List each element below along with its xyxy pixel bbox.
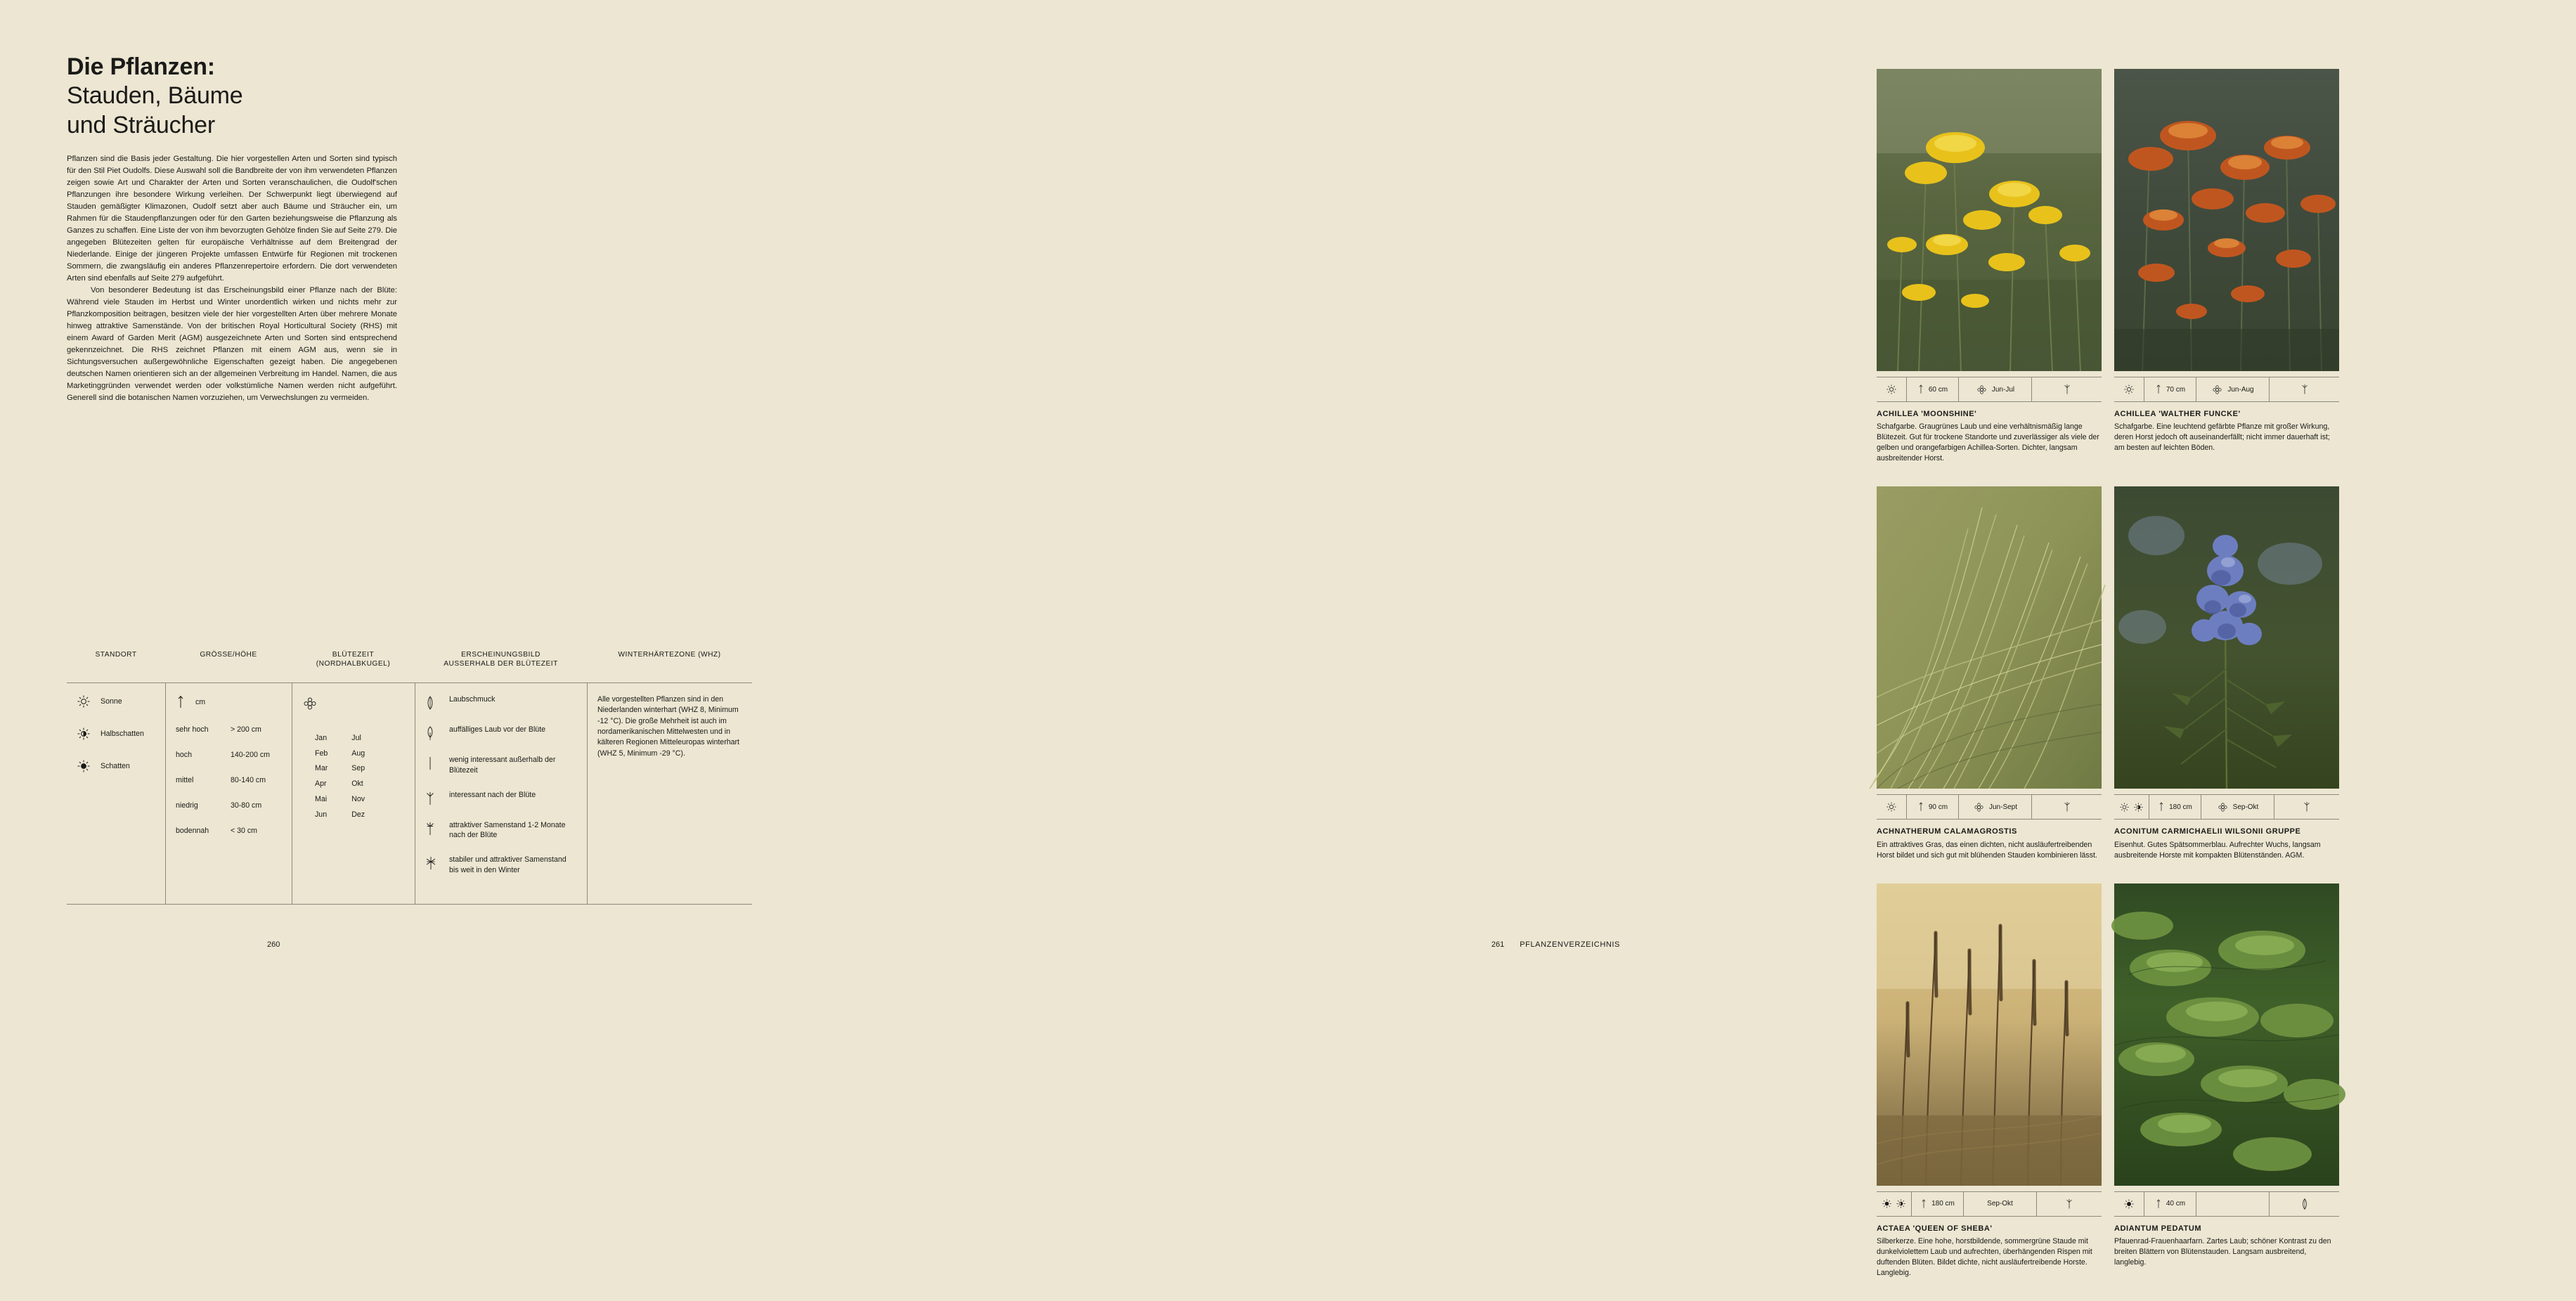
intro-paragraph-1: Pflanzen sind die Basis jeder Gestaltung. Die hier vorgestellen Arten und Sorten sind typisch für den Stil Piet Oudolfs. Diese Auswahl soll die Bandbreite der von ihm verwendeten Pflanzen zeigen sowie Art und Charakter der Arten und Sorten veranschaulichen, die Oudolf'schen Pflanzungen ihre besondere Wirkung verleihen. Der Schwerpunkt liegt überwiegend auf Stauden gemäßigter Klimazonen, Oudolf setzt aber auch Bäume und Sträucher ein, um Rahmen für die Staudenpflanzungen oder für den Garten beziehungsweise die Pflanzung als Ganzes zu schaffen. Eine Liste der von ihm bevorzugten Gehölze finden Sie auf Seite 279. Die angegeben Blütezeiten gelten für europäische Verhältnisse auf dem Breitengrad der Niederlande. Einige der jüngeren Projekte umfassen Entwürfe für Regionen mit trockenen Sommern, die zwangsläufig ein anderes Pflanzenrepertoire erfordern. Die dort verwendeten Arten sind ebenfalls auf Seite 279 aufgeführt. [67,155,397,283]
legend-month-jun: Jun [315,810,328,819]
seedhead-icon [2300,383,2309,396]
legend-label-sonne: Sonne [101,697,122,706]
plant-card [2114,69,2339,464]
sun-icon [2119,802,2130,813]
plant-description: Ein attraktives Gras, das einen dichten, nicht ausläufertreibenden Horst bildet und sich gut mit blühenden Stauden kombinieren lässt. [1877,840,2097,860]
legend-header-groesse: GRÖSSE/HÖHE [200,651,257,659]
legend-whz-text: Alle vorgestellten Pflanzen sind in den Niederlanden winterhart (WHZ 8, Minimum -12 °C). Die große Mehrheit ist auch im nordamerikanischen Mittelwesten und in kälteren Regionen Mitteleuropas winterhart (WHZ 5, Minimum -29 °C). [597,695,739,758]
legend-header-bluetezeit-line2: (NORDHALBKUGEL) [316,660,391,668]
attribute-light [1877,377,1906,401]
legend-size-unit-row [176,694,282,710]
legend-table [67,650,752,905]
legend-column-standort [67,683,165,904]
legend-column-bluetezeit [292,683,415,904]
sun-icon [1886,801,1897,813]
legend-appearance-label-5: stabiler und attraktiver Samenstand bis weit in den Winter [449,855,567,875]
height-arrow-icon [1917,801,1924,813]
attribute-height-value: 70 cm [2166,385,2186,394]
page-title-line-3: und Sträucher [67,111,215,138]
bloom-icon [302,696,405,711]
attribute-bloom [2201,795,2274,819]
bloom-icon [2217,801,2229,813]
height-arrow-icon [2158,801,2165,813]
legend-month-dez: Dez [351,810,365,819]
legend-size-label-1: hoch [176,751,192,759]
achillea-walther-funcke-photo [2114,69,2339,371]
folio-right [1491,940,1620,949]
legend-appearance-label-4: attraktiver Samenstand 1-2 Monate nach der Blüte [449,820,566,840]
legend-month-nov: Nov [351,794,365,803]
plant-attribute-bar [2114,794,2339,820]
legend-size-hoch [176,751,282,759]
plant-attribute-bar [2114,377,2339,402]
actaea-queen-of-sheba-photo [1877,883,2102,1186]
legend-size-sehr-hoch [176,725,282,734]
legend-size-value-1: 140-200 cm [231,751,270,759]
attribute-height [1906,377,1958,401]
seedhead-icon [2303,801,2311,813]
folio-right-label: PFLANZENVERZEICHNIS [1520,940,1620,949]
legend-month-apr: Apr [315,779,327,789]
attribute-after-bloom [2269,377,2339,401]
sun-icon [77,694,91,708]
intro-paragraph-2: Von besonderer Bedeutung ist das Erscheinungsbild einer Pflanze nach der Blüte: Während viele Stauden im Herbst und Winter unordentlich wirken und nichts mehr zur Pflanzkomposition beitragen, besitzen viele der hier vorgestellten Arten über mehrere Monate hinweg attraktive Samenstände. Von der britischen Royal Horticultural Society (RHS) mit einem Award of Garden Merit (AGM) ausgezeichnete Arten und Sorten sind entsprechend gekennzeichnet. Die RHS zeichnet Pflanzen mit einem AGM aus, wenn sie in Sichtungsversuchen außergewöhnliche Eigenschaften gezeigt haben. Die angegebenen deutschen Namen orientieren sich an der allgemeinen Verbreitung im Handel. Namen, die aus Marketinggründen verwendet werden oder volkstümliche Namen werden nicht aufgeführt. Generell sind die botanischen Namen vorzuziehen, um Verwechslungen zu vermeiden. [67,286,397,403]
legend-header-row [67,650,752,682]
legend-month-jul: Jul [351,734,361,742]
attribute-height [2144,377,2196,401]
plant-card [1877,486,2102,860]
legend-appearance-5 [425,855,577,876]
legend-appearance-4 [425,820,577,841]
attribute-after-bloom [2031,795,2102,819]
legend-appearance-1 [425,725,577,741]
legend-body [67,682,752,905]
legend-month-mai: Mai [315,794,328,803]
height-arrow-icon [1917,383,1924,396]
plant-card [2114,883,2339,1279]
height-arrow-icon [176,694,186,710]
plant-name: ACHILLEA 'WALTHER FUNCKE' [2114,410,2241,418]
attribute-height [1906,795,1958,819]
plant-name: ACONITUM CARMICHAELII WILSONII GRUPPE [2114,827,2301,836]
plant-card-grid [1877,69,2576,1301]
legend-size-label-0: sehr hoch [176,725,209,734]
legend-item-sonne [77,694,155,708]
half-shade-icon [2133,802,2144,813]
plant-attribute-bar [1877,377,2102,402]
bloom-icon [1973,801,1985,813]
attribute-bloom [2196,1192,2269,1216]
attribute-bloom-value: Jun-Sept [1988,803,2018,811]
plant-attribute-bar [1877,1191,2102,1217]
page-title-line-2: Stauden, Bäume [67,82,243,110]
plant-description: Pfauenrad-Frauenhaarfarn. Zartes Laub; schöner Kontrast zu den breiten Blättern von Blütenstauden. Langsam ausbreitend, langlebig. [2114,1237,2331,1267]
attribute-height [1911,1192,1963,1216]
legend-column-whz [587,683,752,904]
legend-appearance-label-1: auffälliges Laub vor der Blüte [449,725,546,734]
aconitum-carmichaelii-photo [2114,486,2339,789]
plant-card [1877,69,2102,464]
seedhead-icon [2063,383,2071,396]
legend-month-mar: Mar [315,764,328,773]
seedhead-icon [2063,801,2071,813]
plant-name: ACTAEA 'QUEEN OF SHEBA' [1877,1224,1993,1233]
plant-name: ADIANTUM PEDATUM [2114,1224,2202,1233]
legend-size-label-4: bodennah [176,827,209,835]
legend-months-col-2 [351,731,365,822]
plant-name: ACHILLEA 'MOONSHINE' [1877,410,1977,418]
legend-size-bodennah [176,827,282,835]
achnatherum-calamagrostis-photo [1877,486,2102,789]
attribute-height [2144,1192,2196,1216]
attribute-height-value: 90 cm [1928,803,1948,811]
seedhead-icon [2065,1198,2073,1210]
attribute-bloom-value: Sep-Okt [1987,1200,2013,1208]
legend-month-sep: Sep [351,764,365,773]
legend-item-schatten [77,759,155,773]
attribute-light [2114,795,2149,819]
legend-month-jan: Jan [315,734,328,742]
attribute-height-value: 40 cm [2166,1200,2186,1208]
seedstand-icon [425,820,439,836]
legend-size-value-3: 30-80 cm [231,801,262,810]
plant-description: Silberkerze. Eine hohe, horstbildende, sommergrüne Staude mit dunkelviolettem Laub und aufrechten, überhängenden Rispen mit duftenden Blüten. Bildet dichte, nicht ausläufertreibende Horste. Langlebig. [1877,1237,2092,1278]
bloom-icon [1976,384,1988,396]
legend-header-bluetezeit-line1: BLÜTEZEIT [332,651,375,659]
height-arrow-icon [2155,1198,2162,1210]
legend-appearance-0 [425,694,577,711]
legend-appearance-label-0: Laubschmuck [449,695,496,704]
foliage-icon [425,725,439,741]
height-arrow-icon [2155,383,2162,396]
plant-card [1877,883,2102,1279]
plant-description: Schafgarbe. Graugrünes Laub und eine verhältnismäßig lange Blütezeit. Gut für trockene Standorte und zuverlässiger als viele der gelben und orangefarbigen Achillea-Sorten. Dichter, langsam ausbreitender Horst. [1877,422,2099,463]
plant-description: Schafgarbe. Eine leuchtend gefärbte Pflanze mit großer Wirkung, deren Horst jedoch oft auseinanderfällt; nicht immer dauerhaft ist; am besten auf leichten Böden. [2114,422,2330,453]
page-title-line-1: Die Pflanzen: [67,53,215,80]
legend-appearance-3 [425,790,577,806]
sun-icon [1886,384,1897,395]
attribute-light [1877,795,1906,819]
legend-appearance-2 [425,755,577,776]
leaf-icon [2300,1198,2309,1210]
legend-label-halbschatten: Halbschatten [101,730,144,738]
attribute-light [2114,377,2144,401]
legend-size-unit: cm [195,698,206,706]
legend-size-mittel [176,776,282,784]
legend-header-standort: STANDORT [95,651,137,659]
attribute-light [2114,1192,2144,1216]
right-page [935,0,2331,1278]
intro-text [67,153,397,404]
attribute-height-value: 180 cm [2169,803,2192,811]
plant-attribute-bar [2114,1191,2339,1217]
shade-icon [1882,1198,1892,1209]
legend-header-erscheinungsbild-line2: AUSSERHALB DER BLÜTEZEIT [444,660,558,668]
attribute-bloom [1958,377,2031,401]
plant-name: ACHNATHERUM CALAMAGROSTIS [1877,827,2017,836]
attribute-height-value: 60 cm [1928,385,1948,394]
left-page [0,0,935,978]
legend-column-erscheinungsbild [415,683,587,904]
legend-appearance-label-3: interessant nach der Blüte [449,790,536,799]
legend-size-niedrig [176,801,282,810]
attribute-after-bloom [2036,1192,2102,1216]
folio-right-number: 261 [1491,940,1505,949]
plant-attribute-bar [1877,794,2102,820]
attribute-light [1877,1192,1911,1216]
legend-header-erscheinungsbild-line1: ERSCHEINUNGSBILD [461,651,541,659]
legend-appearance-label-2: wenig interessant außerhalb der Blütezeit [449,756,556,775]
half-shade-icon [77,727,91,741]
legend-label-schatten: Schatten [101,762,130,770]
legend-size-label-2: mittel [176,776,194,784]
seedhead-icon [425,790,439,806]
attribute-bloom [2196,377,2269,401]
attribute-after-bloom [2269,1192,2339,1216]
attribute-bloom [1958,795,2031,819]
attribute-height [2149,795,2201,819]
adiantum-pedatum-photo [2114,883,2339,1186]
attribute-after-bloom [2274,795,2339,819]
legend-size-value-4: < 30 cm [231,827,257,835]
legend-header-bluetezeit [292,650,415,682]
attribute-bloom-value: Sep-Okt [2232,803,2259,811]
attribute-after-bloom [2031,377,2102,401]
folio-left: 260 [267,940,280,949]
achillea-moonshine-photo [1877,69,2102,371]
half-shade-icon [1896,1198,1906,1209]
legend-month-aug: Aug [351,749,365,758]
legend-item-halbschatten [77,727,155,741]
legend-header-whz: WINTERHÄRTEZONE (WHZ) [618,651,721,659]
plant-description: Eisenhut. Gutes Spätsommerblau. Aufrechter Wuchs, langsam ausbreitende Horste mit kompakten Blütenständen. AGM. [2114,840,2321,860]
attribute-height-value: 180 cm [1931,1200,1955,1208]
attribute-bloom-value: Jun-Jul [1991,385,2015,394]
sun-icon [2123,384,2135,395]
leaf-icon [425,694,439,711]
legend-header-erscheinungsbild [415,650,587,682]
legend-month-feb: Feb [315,749,328,758]
legend-size-value-2: 80-140 cm [231,776,266,784]
winter-seedstand-icon [425,855,439,871]
bloom-icon [2211,384,2223,396]
page-title [67,53,432,140]
plant-card [2114,486,2339,860]
legend-months-col-1 [315,731,328,822]
legend-column-groesse [165,683,292,904]
legend-months [302,731,405,822]
shade-icon [2123,1198,2135,1210]
height-arrow-icon [1920,1198,1927,1210]
legend-size-value-0: > 200 cm [231,725,261,734]
legend-month-okt: Okt [351,779,363,789]
stem-icon [425,755,439,771]
attribute-bloom [1963,1192,2036,1216]
legend-size-label-3: niedrig [176,801,198,810]
shade-icon [77,759,91,773]
attribute-bloom-value: Jun-Aug [2227,385,2254,394]
